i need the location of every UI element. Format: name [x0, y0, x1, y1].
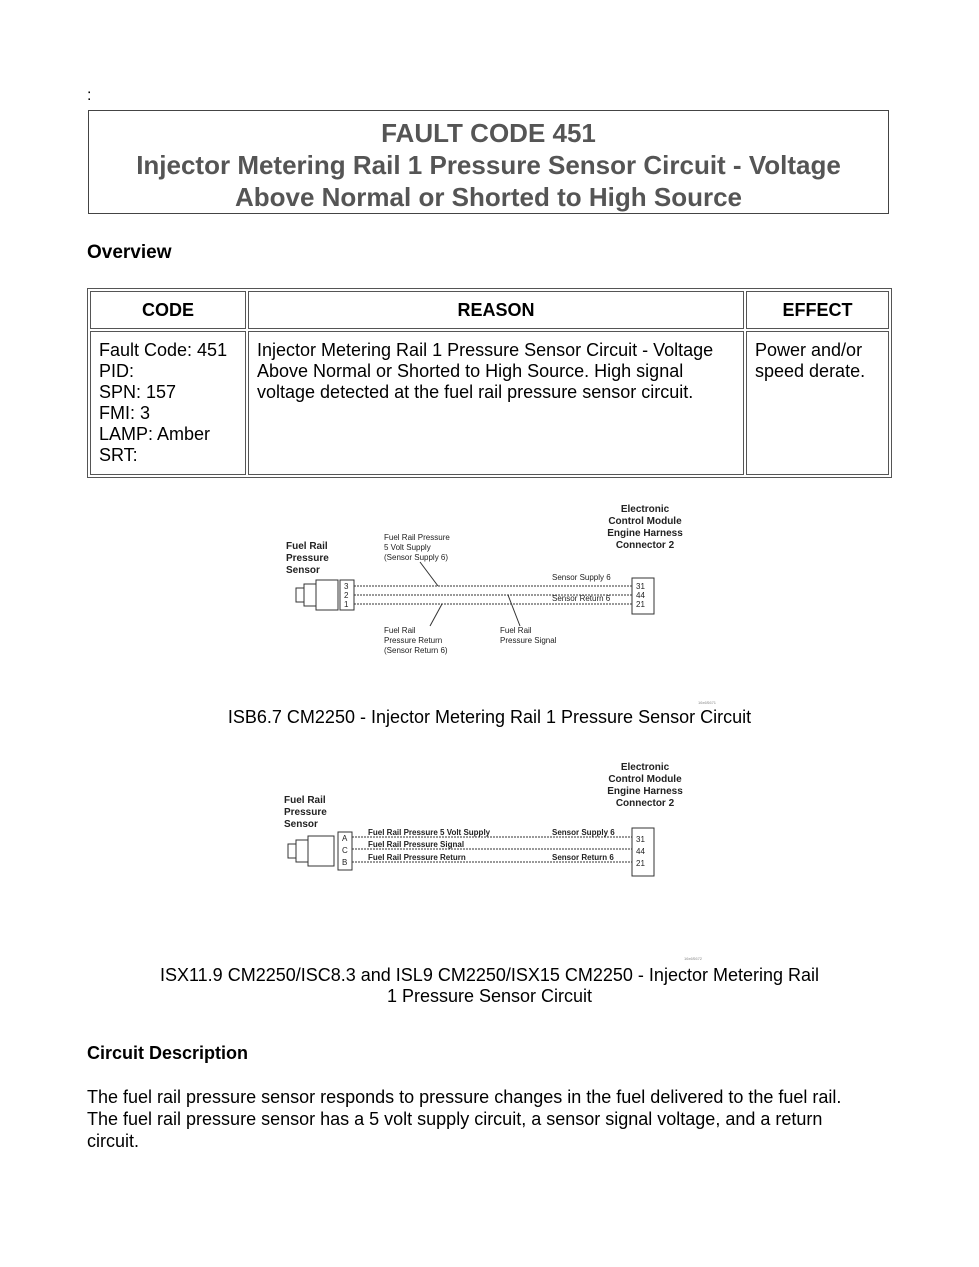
leader-return — [430, 604, 442, 626]
circuit-diagram-isb67 — [280, 500, 717, 710]
effect-cell: Power and/or speed derate. — [746, 331, 889, 475]
sensor-body — [316, 580, 338, 610]
signal-label-line: Fuel Rail — [500, 626, 532, 635]
ecm-pin: 21 — [636, 859, 645, 868]
leader-supply — [420, 562, 438, 586]
overview-heading: Overview — [87, 242, 172, 263]
return-label-line: (Sensor Return 6) — [384, 646, 448, 655]
code-line: SRT: — [99, 445, 138, 465]
sensor-tip — [296, 588, 304, 602]
header-effect: EFFECT — [746, 291, 889, 329]
ecm-pin: 21 — [636, 600, 645, 609]
circuit-description-heading: Circuit Description — [87, 1043, 249, 1063]
code-line: LAMP: Amber — [99, 424, 211, 444]
supply-label-line: 5 Volt Supply — [384, 543, 431, 552]
supply-label-line: Fuel Rail Pressure — [384, 533, 450, 542]
table-header-row — [90, 291, 889, 329]
ecm-pin: 31 — [636, 835, 645, 844]
ecm-label-line: Control Module — [608, 774, 682, 785]
sensor-tip — [288, 844, 296, 858]
ecm-pin: 44 — [636, 847, 645, 856]
return-label-line: Fuel Rail — [384, 626, 416, 635]
figure-caption-2 — [87, 965, 892, 1007]
table-row — [90, 331, 889, 475]
fault-code-title: FAULT CODE 451 — [381, 118, 596, 148]
code-cell — [90, 331, 246, 475]
sensor-pin: C — [342, 846, 348, 855]
sensor-hex — [296, 840, 308, 862]
sensor-label-line: Pressure — [284, 807, 327, 818]
header-reason: REASON — [248, 291, 744, 329]
paragraph-line: The fuel rail pressure sensor responds to pressure changes in the fuel delivered to the fuel rail. — [87, 1087, 842, 1107]
sensor-pin: A — [342, 834, 348, 843]
fault-title-box — [88, 110, 889, 214]
ecm-pin: 44 — [636, 591, 645, 600]
code-line: Fault Code: 451 — [99, 340, 228, 360]
wire-label-supply: Sensor Supply 6 — [552, 828, 615, 837]
sensor-pin: B — [342, 858, 348, 867]
code-line: SPN: 157 — [99, 382, 177, 402]
circuit-description-text — [87, 1086, 907, 1152]
sensor-label-line: Sensor — [286, 565, 320, 576]
ecm-label-line: Engine Harness — [607, 528, 683, 539]
circuit-diagram-isx — [280, 758, 710, 963]
sensor-label-line: Fuel Rail — [286, 541, 328, 552]
signal-label-line: Pressure Signal — [500, 636, 557, 645]
ecm-label-line: Electronic — [620, 504, 670, 515]
sensor-pin: 1 — [344, 600, 349, 609]
page-marker: : — [87, 87, 92, 104]
code-line: PID: — [99, 361, 135, 381]
fault-table — [87, 288, 892, 478]
wire-label-supply: Sensor Supply 6 — [552, 573, 611, 582]
ecm-label-line: Engine Harness — [607, 786, 683, 797]
sensor-label-line: Fuel Rail — [284, 795, 326, 806]
sensor-body — [308, 836, 334, 866]
return-label-line: Pressure Return — [384, 636, 443, 645]
reason-cell: Injector Metering Rail 1 Pressure Sensor Circuit - Voltage Above Normal or Shorted to High Source. High signal voltage detected at the fuel rail pressure sensor circuit. — [248, 331, 744, 475]
ecm-label-line: Connector 2 — [615, 540, 675, 551]
caption-line: ISX11.9 CM2250/ISC8.3 and ISL9 CM2250/ISX15 CM2250 - Injector Metering Rail — [159, 965, 819, 985]
figure-caption-1: ISB6.7 CM2250 - Injector Metering Rail 1 Pressure Sensor Circuit — [227, 707, 752, 727]
wire-label: Fuel Rail Pressure Signal — [368, 840, 465, 849]
paragraph-line: circuit. — [87, 1131, 140, 1151]
figure-ref: 16x6S672 — [684, 956, 703, 961]
ecm-label-line: Electronic — [620, 762, 670, 773]
fault-description-line-1: Injector Metering Rail 1 Pressure Sensor Circuit - Voltage — [136, 150, 841, 180]
sensor-pin: 3 — [344, 582, 349, 591]
header-code: CODE — [90, 291, 246, 329]
caption-line: 1 Pressure Sensor Circuit — [386, 986, 593, 1006]
paragraph-line: The fuel rail pressure sensor has a 5 volt supply circuit, a sensor signal voltage, and a return — [87, 1109, 823, 1129]
leader-signal — [508, 595, 520, 626]
sensor-label-line: Sensor — [284, 819, 318, 830]
figure-ref: 16x6S671 — [698, 700, 717, 705]
wire-label-return: Sensor Return 6 — [552, 853, 614, 862]
supply-label-line: (Sensor Supply 6) — [384, 553, 449, 562]
wire-label: Fuel Rail Pressure 5 Volt Supply — [368, 828, 491, 837]
sensor-label-line: Pressure — [286, 553, 329, 564]
ecm-label-line: Connector 2 — [615, 798, 675, 809]
ecm-pin: 31 — [636, 582, 645, 591]
sensor-pin: 2 — [344, 591, 349, 600]
fault-description-line-2: Above Normal or Shorted to High Source — [234, 182, 743, 212]
code-line: FMI: 3 — [99, 403, 151, 423]
wire-label: Fuel Rail Pressure Return — [368, 853, 466, 862]
ecm-label-line: Control Module — [608, 516, 682, 527]
wire-label-return: Sensor Return 6 — [552, 594, 611, 603]
sensor-hex — [304, 584, 316, 606]
